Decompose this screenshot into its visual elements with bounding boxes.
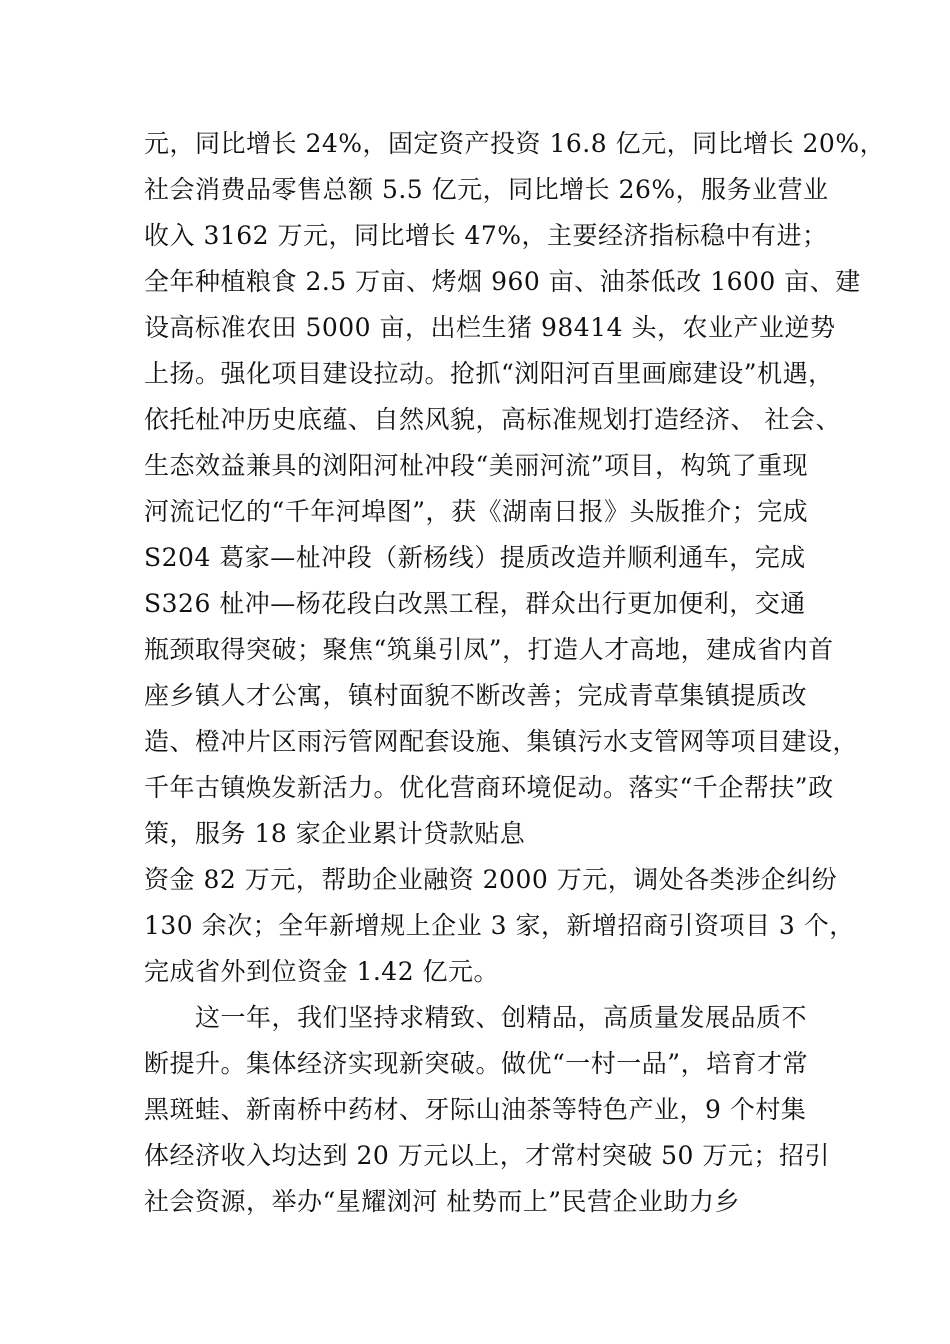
text-line: 断提升。集体经济实现新突破。做优“一村一品”，培育才常 (144, 1049, 809, 1078)
text-line: 千年古镇焕发新活力。优化营商环境促动。落实“千企帮扶”政 (144, 773, 834, 802)
text-line: S326 杫冲—杨花段白改黑工程，群众出行更加便利，交通 (144, 589, 806, 618)
text-line: 体经济收入均达到 20 万元以上，才常村突破 50 万元；招引 (144, 1141, 830, 1170)
text-line: 策，服务 18 家企业累计贷款贴息 (144, 819, 526, 848)
text-line: 上扬。强化项目建设拉动。抢抓“浏阳河百里画廊建设”机遇， (144, 359, 834, 388)
text-line: 收入 3162 万元，同比增长 47%，主要经济指标稳中有进； (144, 221, 828, 250)
text-line: 130 余次；全年新增规上企业 3 家，新增招商引资项目 3 个， (144, 911, 855, 940)
text-line: 资金 82 万元，帮助企业融资 2000 万元，调处各类涉企纠纷 (144, 865, 838, 894)
text-line: 这一年，我们坚持求精致、创精品，高质量发展品质不 (144, 1003, 808, 1032)
text-line: 河流记忆的“千年河埠图”，获《湖南日报》头版推介；完成 (144, 497, 809, 526)
text-line: 元，同比增长 24%，固定资产投资 16.8 亿元，同比增长 20%， (144, 129, 886, 158)
text-line: 完成省外到位资金 1.42 亿元。 (144, 957, 500, 986)
text-line: 依托杫冲历史底蕴、自然风貌，高标准规划打造经济、 社会、 (144, 405, 841, 434)
text-line: S204 葛家—杫冲段（新杨线）提质改造并顺利通车，完成 (144, 543, 806, 572)
text-line: 座乡镇人才公寓，镇村面貌不断改善；完成青草集镇提质改 (144, 681, 808, 710)
text-line: 社会资源，举办“星耀浏河 杫势而上”民营企业助力乡 (144, 1187, 741, 1216)
text-line: 设高标准农田 5000 亩，出栏生猪 98414 头，农业产业逆势 (144, 313, 836, 342)
text-line: 社会消费品零售总额 5.5 亿元，同比增长 26%，服务业营业 (144, 175, 829, 204)
text-line: 黑斑蛙、新南桥中药材、牙际山油茶等特色产业，9 个村集 (144, 1095, 807, 1124)
text-line: 瓶颈取得突破；聚焦“筑巢引凤”，打造人才高地，建成省内首 (144, 635, 834, 664)
text-line: 全年种植粮食 2.5 万亩、烤烟 960 亩、油茶低改 1600 亩、建 (144, 267, 861, 296)
text-line: 造、橙冲片区雨污管网配套设施、集镇污水支管网等项目建设， (144, 727, 859, 756)
text-line: 生态效益兼具的浏阳河杫冲段“美丽河流”项目，构筑了重现 (144, 451, 809, 480)
